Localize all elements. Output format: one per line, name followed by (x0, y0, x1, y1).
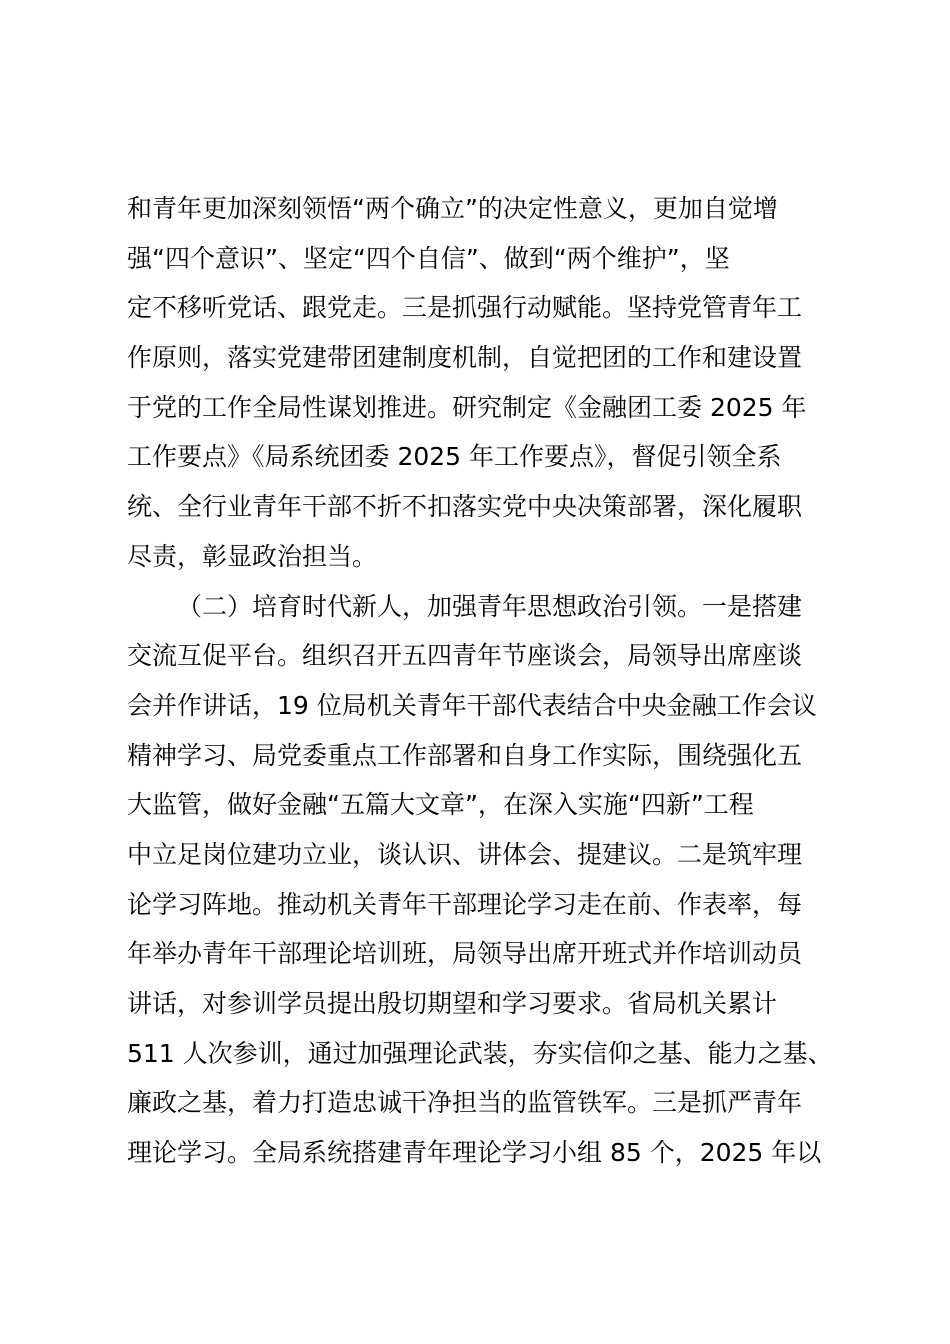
text-line: 统、全行业青年干部不折不扣落实党中央决策部署，深化履职 (127, 492, 803, 522)
text-line: 于党的工作全局性谋划推进。研究制定《金融团工委 2025 年 (127, 392, 807, 422)
text-line: 年举办青年干部理论培训班，局领导出席开班式并作培训动员 (127, 939, 803, 969)
text-line: 定不移听党话、跟党走。三是抓强行动赋能。坚持党管青年工 (127, 293, 803, 323)
text-line: 大监管，做好金融“五篇大文章”，在深入实施“四新”工程 (127, 790, 754, 820)
text-line: 工作要点》《局系统团委 2025 年工作要点》，督促引领全系 (127, 442, 782, 472)
text-line: 511 人次参训，通过加强理论武装，夯实信仰之基、能力之基、 (127, 1038, 833, 1068)
text-line: 交流互促平台。组织召开五四青年节座谈会，局领导出席座谈 (127, 641, 803, 671)
text-line: 廉政之基，着力打造忠诚干净担当的监管铁军。三是抓严青年 (127, 1088, 803, 1118)
text-line: 强“四个意识”、坚定“四个自信”、做到“两个维护”，坚 (127, 243, 730, 273)
text-line: 理论学习。全局系统搭建青年理论学习小组 85 个，2025 年以 (127, 1138, 822, 1168)
text-line: 精神学习、局党委重点工作部署和自身工作实际，围绕强化五 (127, 740, 803, 770)
text-line: 讲话，对参训学员提出殷切期望和学习要求。省局机关累计 (127, 989, 778, 1018)
text-line: 尽责，彰显政治担当。 (127, 541, 378, 571)
text-line: 论学习阵地。推动机关青年干部理论学习走在前、作表率，每 (127, 889, 803, 919)
text-line: 和青年更加深刻领悟“两个确立”的决定性意义，更加自觉增 (127, 194, 778, 223)
text-line: 作原则，落实党建带团建制度机制，自觉把团的工作和建设置 (127, 343, 803, 373)
body-text (127, 184, 837, 1178)
text-line: 中立足岗位建功立业，谈认识、讲体会、提建议。二是筑牢理 (127, 839, 803, 869)
section-heading-line: （二）培育时代新人，加强青年思想政治引领。一是搭建 (177, 591, 803, 621)
text-line: 会并作讲话，19 位局机关青年干部代表结合中央金融工作会议 (127, 690, 817, 720)
